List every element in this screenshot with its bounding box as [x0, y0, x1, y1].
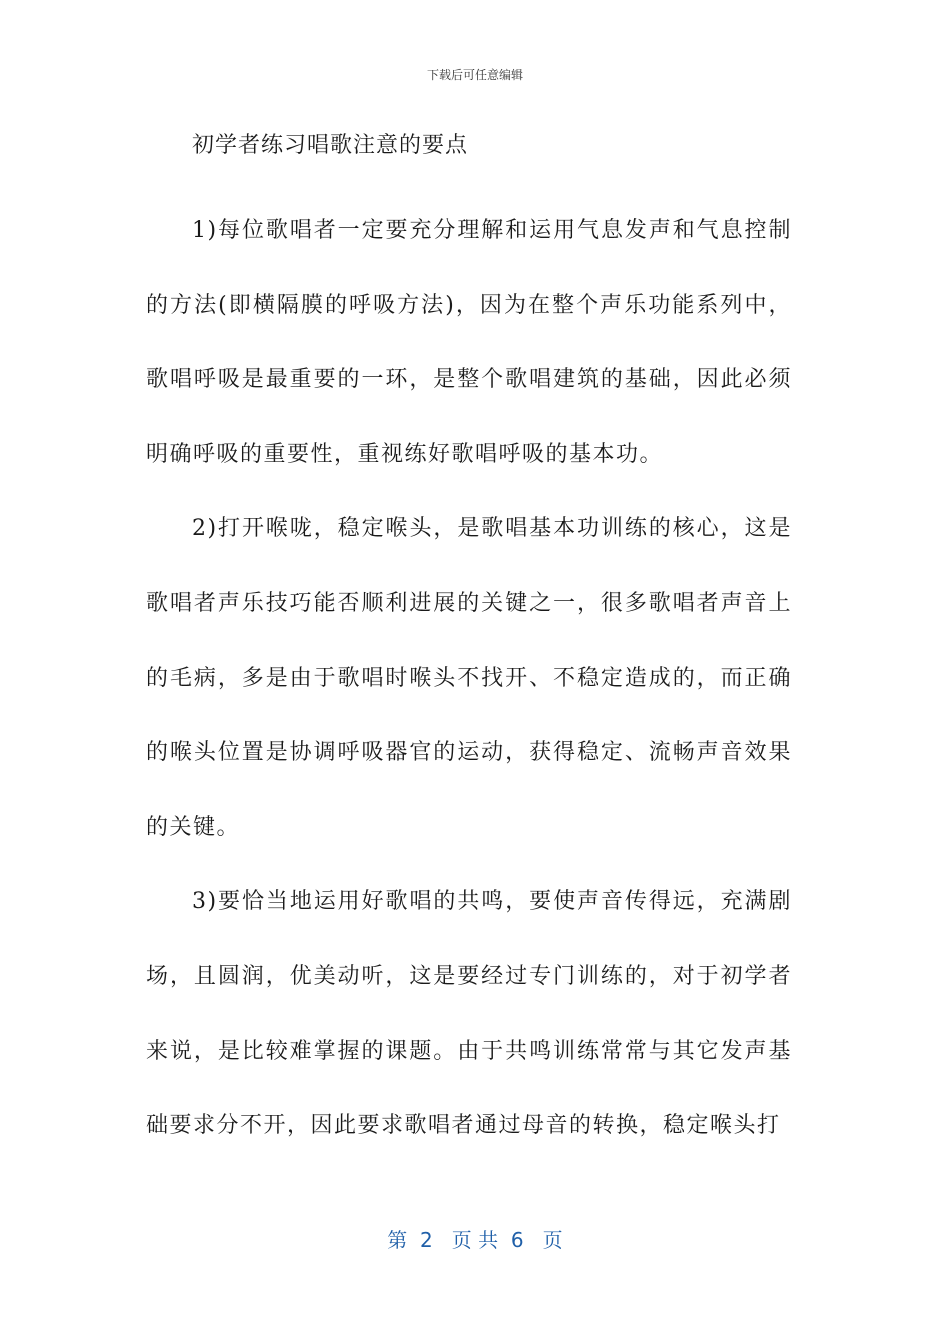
- document-body: [146, 120, 792, 1164]
- paragraph-2: 2)打开喉咙，稳定喉头，是歌唱基本功训练的核心，这是歌唱者声乐技巧能否顺利进展的关键之一，很多歌唱者声音上的毛病，多是由于歌唱时喉头不找开、不稳定造成的，而正确的喉头位置是协调呼吸器官的运动，获得稳定、流畅声音效果的关键。: [146, 516, 792, 840]
- paragraph-1: 1)每位歌唱者一定要充分理解和运用气息发声和气息控制的方法(即横隔膜的呼吸方法)，因为在整个声乐功能系列中，歌唱呼吸是最重要的一环，是整个歌唱建筑的基础，因此必须明确呼吸的重要性，重视练好歌唱呼吸的基本功。: [146, 218, 792, 467]
- paragraph-3: 3)要恰当地运用好歌唱的共鸣，要使声音传得远，充满剧场，且圆润，优美动听，这是要经过专门训练的，对于初学者来说，是比较难掌握的课题。由于共鸣训练常常与其它发声基础要求分不开，因此要求歌唱者通过母音的转换，稳定喉头打: [146, 889, 792, 1139]
- page-number-footer: 第 2 页 共 6 页: [387, 1228, 563, 1252]
- header-note: 下载后可任意编辑: [426, 68, 523, 82]
- document-title: 初学者练习唱歌注意的要点: [192, 133, 469, 158]
